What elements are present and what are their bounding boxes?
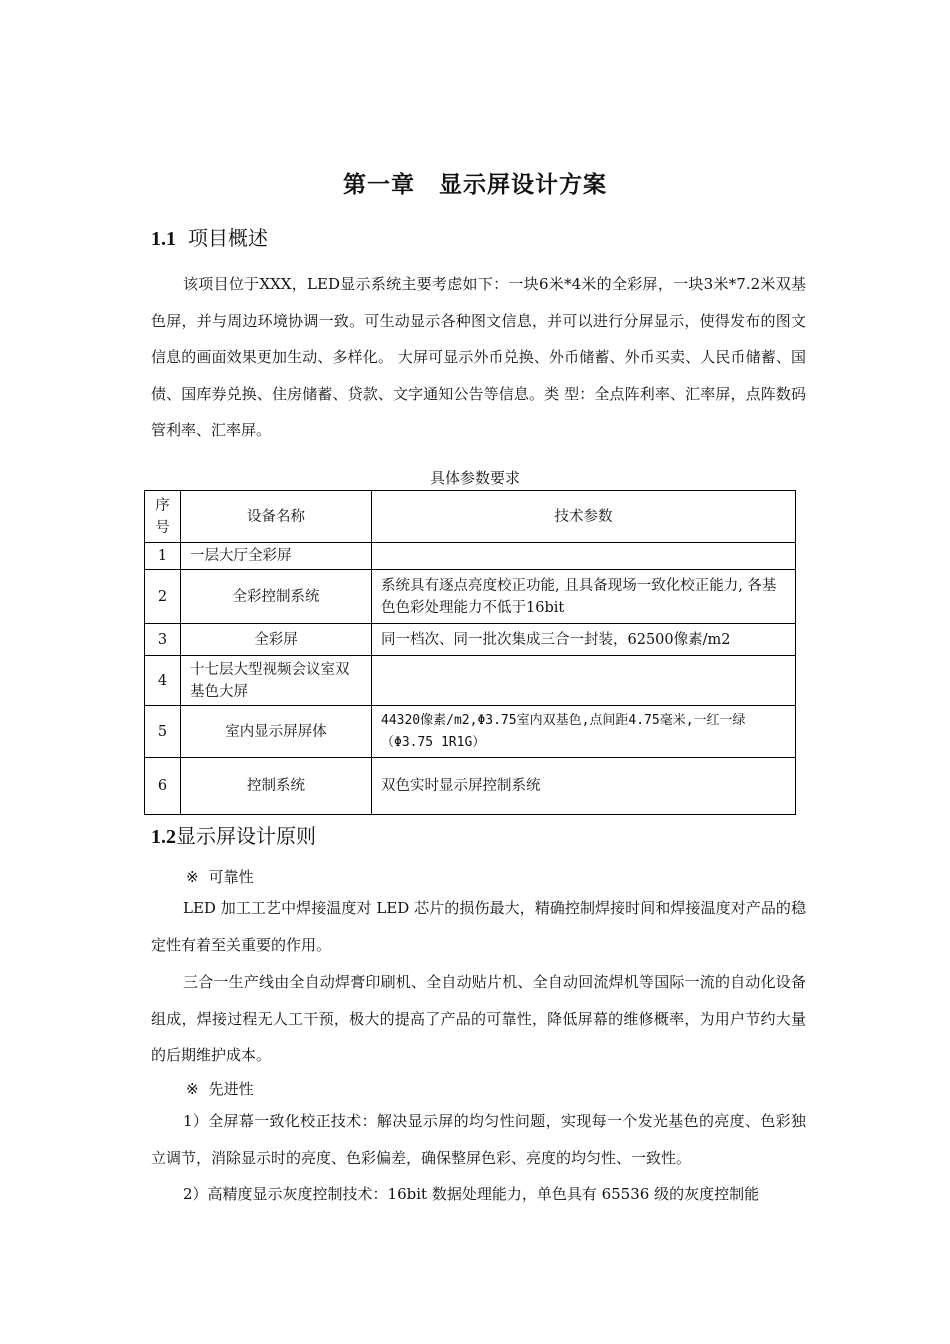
section-number: 1.2 bbox=[151, 826, 176, 848]
section-title: 项目概述 bbox=[188, 226, 268, 250]
row-no: 4 bbox=[145, 656, 181, 706]
table-row bbox=[145, 706, 796, 758]
row-spec: 44320像素/m2,Φ3.75室内双基色,点间距4.75毫米,一红一绿（Φ3.75 1R1G） bbox=[372, 706, 796, 758]
row-name: 室内显示屏屏体 bbox=[181, 706, 372, 758]
reference-mark-icon: ※ bbox=[186, 868, 199, 886]
row-no: 2 bbox=[145, 570, 181, 624]
project-overview-paragraph: 该项目位于XXX，LED显示系统主要考虑如下：一块6米*4米的全彩屏，一块3米*7.2米双基色屏，并与周边环境协调一致。可生动显示各种图文信息，并可以进行分屏显示，使得发布的图文信息的画面效果更加生动、多样化。 大屏可显示外币兑换、外币储蓄、外币买卖、人民币储蓄、国债、国库券兑换、住房储蓄、贷款、文字通知公告等信息。类 型：全点阵利率、汇率屏，点阵数码管利率、汇率屏。 bbox=[151, 275, 806, 439]
reliability-paragraph-2: 三合一生产线由全自动焊膏印刷机、全自动贴片机、全自动回流焊机等国际一流的自动化设备组成，焊接过程无人工干预，极大的提高了产品的可靠性，降低屏幕的维修概率，为用户节约大量的后期维护成本。 bbox=[151, 973, 806, 1064]
header-spec: 技术参数 bbox=[372, 491, 796, 543]
row-name: 一层大厅全彩屏 bbox=[181, 543, 372, 570]
table-header-row bbox=[145, 491, 796, 543]
section-heading-1-1 bbox=[151, 222, 268, 251]
advancement-paragraph-1: 1）全屏幕一致化校正技术：解决显示屏的均匀性问题，实现每一个发光基色的亮度、色彩独立调节，消除显示时的亮度、色彩偏差，确保整屏色彩、亮度的均匀性、一致性。 bbox=[151, 1112, 806, 1167]
parameter-table bbox=[144, 490, 796, 815]
section-title: 显示屏设计原则 bbox=[176, 824, 316, 848]
row-name: 全彩控制系统 bbox=[181, 570, 372, 624]
chapter-name: 显示屏设计方案 bbox=[439, 172, 607, 198]
row-no: 5 bbox=[145, 706, 181, 758]
table-row bbox=[145, 624, 796, 656]
bullet-advancement bbox=[186, 1078, 254, 1099]
bullet-reliability bbox=[186, 866, 254, 887]
bullet-label: 先进性 bbox=[208, 1080, 254, 1098]
table-row bbox=[145, 656, 796, 706]
row-spec bbox=[372, 543, 796, 570]
row-spec: 双色实时显示屏控制系统 bbox=[372, 758, 796, 815]
table-caption: 具体参数要求 bbox=[429, 469, 520, 487]
row-no: 6 bbox=[145, 758, 181, 815]
row-name: 控制系统 bbox=[181, 758, 372, 815]
section-number: 1.1 bbox=[151, 228, 176, 250]
bullet-label: 可靠性 bbox=[208, 868, 254, 886]
chapter-title bbox=[0, 166, 950, 199]
row-no: 3 bbox=[145, 624, 181, 656]
row-spec: 同一档次、同一批次集成三合一封装，62500像素/m2 bbox=[372, 624, 796, 656]
reference-mark-icon: ※ bbox=[186, 1080, 199, 1098]
table-row bbox=[145, 758, 796, 815]
row-spec: 系统具有逐点亮度校正功能, 且具备现场一致化校正能力, 各基色色彩处理能力不低于16bit bbox=[372, 570, 796, 624]
section-heading-1-2 bbox=[151, 820, 316, 849]
header-no: 序号 bbox=[145, 491, 181, 543]
row-no: 1 bbox=[145, 543, 181, 570]
row-name: 十七层大型视频会议室双基色大屏 bbox=[181, 656, 372, 706]
table-row bbox=[145, 543, 796, 570]
row-spec bbox=[372, 656, 796, 706]
table-row bbox=[145, 570, 796, 624]
advancement-paragraph-2: 2）高精度显示灰度控制技术：16bit 数据处理能力，单色具有 65536 级的灰度控制能 bbox=[183, 1185, 760, 1203]
reliability-paragraph-1: LED 加工工艺中焊接温度对 LED 芯片的损伤最大，精确控制焊接时间和焊接温度对产品的稳定性有着至关重要的作用。 bbox=[151, 899, 806, 954]
header-device-name: 设备名称 bbox=[181, 491, 372, 543]
row-name: 全彩屏 bbox=[181, 624, 372, 656]
chapter-number: 第一章 bbox=[343, 172, 415, 198]
